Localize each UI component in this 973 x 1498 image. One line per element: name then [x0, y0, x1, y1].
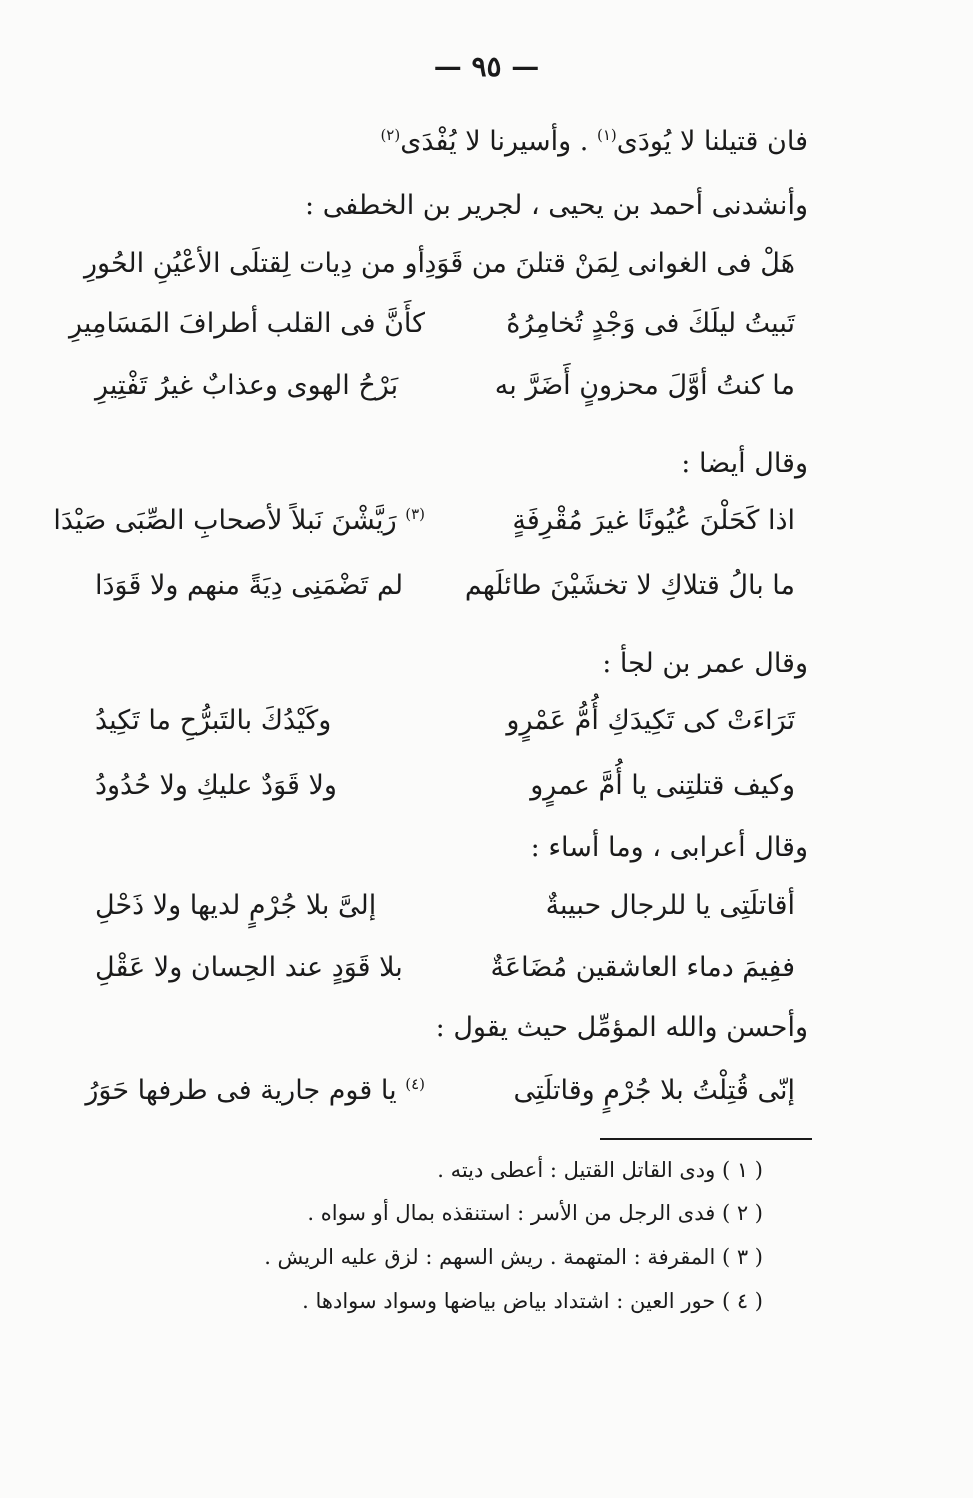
verse-first-hemistich: هَلْ فى الغوانى لِمَنْ قتلنَ من قَوَدِ — [424, 248, 795, 279]
verse-first-hemistich: ما بالُ قتلاكِ لا تخشَيْنَ طائلَهم — [464, 570, 795, 601]
verse-second-hemistich: إلىَّ بلا جُرْمٍ لديها ولا ذَحْلِ — [95, 890, 377, 921]
verse-first-hemistich: إنّى قُتِلْتُ بلا جُرْمٍ وقاتلَتِى — [513, 1075, 795, 1106]
verse-first-hemistich: تَرَاءَتْ كى تَكِيدَكِ أُمُّ عَمْرٍو — [506, 705, 795, 736]
verse-row — [95, 570, 795, 622]
opening-text: فان قتيلنا لا يُودَى — [616, 126, 808, 157]
verse-second-hemistich: لم تَضْمَنِى دِيَةً منهم ولا قَوَدَا — [95, 570, 404, 601]
verse-second-hemistich: ولا قَوَدٌ عليكِ ولا حُدُودُ — [95, 770, 337, 801]
intro-also: وقال أيضا : — [681, 448, 808, 479]
footnote: ( ٢ ) فدى الرجل من الأسر : استنقذه بمال أو سواه . — [307, 1201, 763, 1225]
verse-row — [85, 1075, 795, 1127]
footnote: ( ٤ ) حور العين : اشتداد بياض بياضها وسواد سوادها . — [302, 1289, 763, 1313]
footnote-divider — [600, 1138, 812, 1140]
verse-row — [84, 248, 795, 300]
verse-first-hemistich: اذا كَحَلْنَ عُيُونًا غيرَ مُقْرِفَةٍ — [512, 505, 795, 536]
footnote: ( ٣ ) المقرفة : المتهمة . ريش السهم : لزق عليه الريش . — [264, 1245, 763, 1269]
page-number: — ٩٥ — — [433, 50, 540, 83]
verse-row — [95, 370, 795, 422]
footnote-ref-1: (١) — [596, 126, 617, 144]
footnote: ( ١ ) ودى القاتل القتيل : أعطى ديته . — [437, 1158, 763, 1182]
verse-second-hemistich: وكَيْدُكَ بالتَبرُّحِ ما تَكِيدُ — [95, 705, 332, 736]
intro-omar: وقال عمر بن لجأ : — [602, 648, 808, 679]
verse-second-hemistich: بَرْحُ الهوى وعذابٌ غيرُ تَفْتِيرِ — [95, 370, 399, 401]
verse-first-hemistich: ما كنتُ أوَّلَ محزونٍ أَضَرَّ به — [494, 370, 795, 401]
verse-first-hemistich: أقاتلَتِى يا للرجال حبيبةٌ — [545, 890, 795, 921]
verse-row — [95, 770, 795, 822]
verse-row — [53, 505, 795, 557]
verse-row — [95, 952, 795, 1004]
verse-row — [68, 308, 795, 360]
intro-muammal: وأحسن والله المؤمِّل حيث يقول : — [435, 1012, 808, 1043]
footnote-ref-4: (٤) — [405, 1075, 425, 1093]
intro-bedouin: وقال أعرابى ، وما أساء : — [530, 832, 808, 863]
verse-row — [95, 890, 795, 942]
verse-second-hemistich: بلا قَوَدٍ عند الحِسان ولا عَقْلِ — [95, 952, 403, 983]
verse-first-hemistich: وكيف قتلتِنى يا أُمَّ عمرٍو — [530, 770, 795, 801]
opening-text-2: . وأسيرنا لا يُفْدَى — [400, 126, 589, 157]
verse-first-hemistich: تَبيتُ ليلَكَ فى وَجْدٍ تُخامِرُهُ — [506, 308, 795, 339]
verse-second-hemistich: كأَنَّ فى القلب أطرافَ المَسَامِيرِ — [68, 308, 425, 339]
verse-row — [95, 705, 795, 757]
footnote-ref-2: (٢) — [380, 126, 401, 144]
footnote-ref-3: (٣) — [405, 505, 425, 523]
verse-first-hemistich: ففِيمَ دماء العاشقين مُضَاعَةٌ — [490, 952, 795, 983]
verse-second-hemistich: $^{(٤)}$ يا قوم جارية فى طرفها حَوَرُ — [85, 1075, 425, 1106]
intro-jarir: وأنشدنى أحمد بن يحيى ، لجرير بن الخطفى : — [305, 190, 808, 221]
verse-second-hemistich: أو من دِيات لِقتلَى الأعْيُنِ الحُورِ — [84, 248, 425, 279]
verse-second-hemistich: $^{(٣)}$ رَيَّشْنَ نَبلاً لأصحابِ الصِّبَى صَيْدَا — [53, 505, 425, 536]
opening-line — [380, 126, 808, 157]
